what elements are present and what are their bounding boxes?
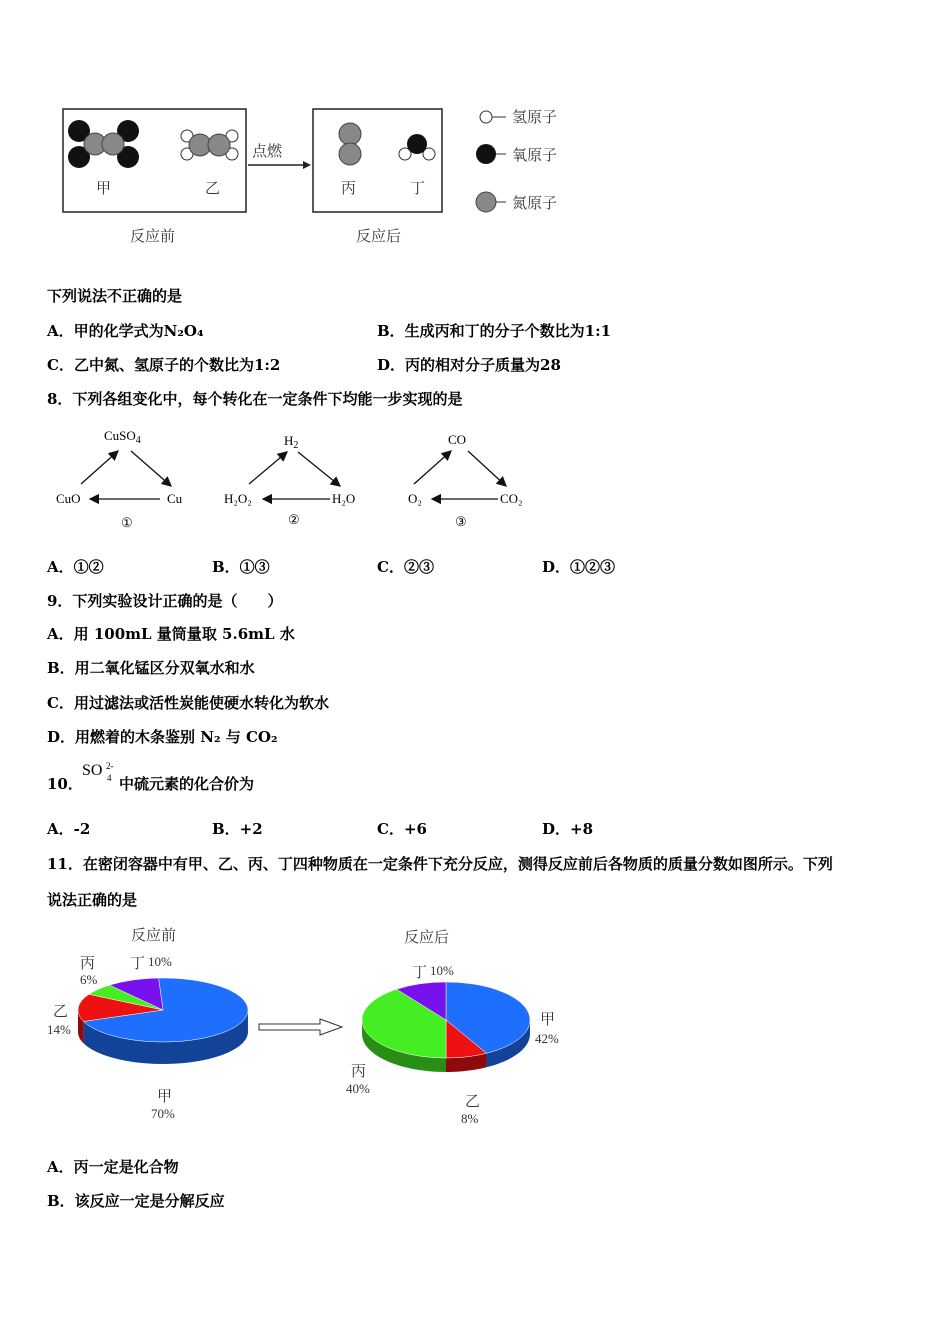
d3-left: O₂ xyxy=(408,491,422,506)
molecule-jia xyxy=(68,120,139,168)
q8-option-d: D．①②③ xyxy=(542,558,616,576)
d1-num: ① xyxy=(121,515,133,530)
q8-stem: 8．下列各组变化中，每个转化在一定条件下均能一步实现的是 xyxy=(47,390,463,408)
q11-stem-line2: 说法正确的是 xyxy=(47,891,138,909)
hydrogen-atom-icon xyxy=(480,111,492,123)
after-caption: 反应后 xyxy=(356,227,402,245)
pie1-label-bing: 丙 xyxy=(80,954,96,972)
label-jia: 甲 xyxy=(96,179,112,197)
q11-stem-line1: 11．在密闭容器中有甲、乙、丙、丁四种物质在一定条件下充分反应，测得反应前后各物质的质量分数如图所示。下列 xyxy=(47,855,833,873)
pie2-label-yi: 乙 xyxy=(465,1092,481,1110)
d2-num: ② xyxy=(288,512,300,527)
q7-option-d: D．丙的相对分子质量为28 xyxy=(377,356,561,374)
pie2-title: 反应后 xyxy=(404,928,450,946)
molecule-yi xyxy=(181,130,238,160)
d3-right: CO₂ xyxy=(500,491,523,506)
pie1-value-yi: 14% xyxy=(47,1022,71,1037)
q10-option-d: D．+8 xyxy=(542,820,594,838)
q10-option-b: B．+2 xyxy=(212,820,263,838)
q8-option-b: B．①③ xyxy=(212,558,270,576)
pie2-label-jia: 甲 xyxy=(540,1010,556,1028)
sulfate-ion: SO xyxy=(82,762,103,779)
d1-left: CuO xyxy=(56,491,81,506)
legend-oxygen: 氧原子 xyxy=(512,146,558,164)
q7-stem: 下列说法不正确的是 xyxy=(47,287,183,305)
q11-option-a: A．丙一定是化合物 xyxy=(47,1158,179,1176)
pie2-label-bing: 丙 xyxy=(351,1062,367,1080)
legend-icons xyxy=(476,111,506,212)
d1-top: CuSO$_4$ xyxy=(104,428,141,446)
q11-option-b: B．该反应一定是分解反应 xyxy=(47,1192,225,1210)
pie1-label-ding: 丁 xyxy=(130,954,146,972)
q9-option-b: B．用二氧化锰区分双氧水和水 xyxy=(47,659,255,677)
sulfate-ion-subscript: 4 xyxy=(107,773,112,783)
d2-right: H₂O xyxy=(332,491,356,506)
pie2-value-yi: 8% xyxy=(461,1111,479,1126)
pie2-value-ding: 10% xyxy=(430,963,454,978)
d1-right: Cu xyxy=(167,491,183,506)
sulfate-ion-charge: 2- xyxy=(106,761,114,771)
legend-nitrogen: 氮原子 xyxy=(512,194,558,212)
nitrogen-atom-icon xyxy=(476,192,496,212)
oxygen-atom-icon xyxy=(476,144,496,164)
q10-number: 10． xyxy=(47,775,83,793)
d2-top: $H_2$ xyxy=(284,433,299,451)
label-yi: 乙 xyxy=(205,179,221,197)
d2-left: H₂O₂ xyxy=(224,491,252,506)
q7-option-b: B．生成丙和丁的分子个数比为1:1 xyxy=(377,322,612,340)
pie1-value-bing: 6% xyxy=(80,972,98,987)
q9-stem: 9．下列实验设计正确的是（ ） xyxy=(47,592,283,610)
q7-option-c: C．乙中氮、氢原子的个数比为1:2 xyxy=(47,356,281,374)
q10-stem: 中硫元素的化合价为 xyxy=(119,775,255,793)
pie1-label-yi: 乙 xyxy=(53,1002,69,1020)
q9-option-a: A．用 100mL 量筒量取 5.6mL 水 xyxy=(47,625,295,643)
label-ding: 丁 xyxy=(410,179,426,197)
molecule-bing xyxy=(339,123,361,165)
pie2-value-bing: 40% xyxy=(346,1081,370,1096)
pie1-value-ding: 10% xyxy=(148,954,172,969)
transition-arrow-icon xyxy=(259,1019,342,1035)
label-bing: 丙 xyxy=(341,179,357,197)
d3-num: ③ xyxy=(455,514,467,529)
d3-top: CO xyxy=(448,432,467,447)
pie1-title: 反应前 xyxy=(131,926,177,944)
q8-conversion-diagrams xyxy=(0,420,560,540)
molecule-ding xyxy=(399,134,435,160)
q10-option-c: C．+6 xyxy=(377,820,427,838)
pie2-value-jia: 42% xyxy=(535,1031,559,1046)
pie2-label-ding: 丁 xyxy=(412,963,428,981)
pie1-value-jia: 70% xyxy=(151,1106,175,1121)
q8-option-a: A．①② xyxy=(47,558,104,576)
before-caption: 反应前 xyxy=(130,227,176,245)
q9-option-d: D．用燃着的木条鉴别 N₂ 与 CO₂ xyxy=(47,728,278,746)
q9-option-c: C．用过滤法或活性炭能使硬水转化为软水 xyxy=(47,694,329,712)
arrow-label: 点燃 xyxy=(252,142,283,160)
pie1-label-jia: 甲 xyxy=(157,1087,173,1105)
q8-option-c: C．②③ xyxy=(377,558,434,576)
q7-option-a: A．甲的化学式为N₂O₄ xyxy=(47,322,204,340)
legend-hydrogen: 氢原子 xyxy=(512,108,558,126)
q10-option-a: A．-2 xyxy=(47,820,91,838)
reaction-arrow xyxy=(303,161,311,169)
